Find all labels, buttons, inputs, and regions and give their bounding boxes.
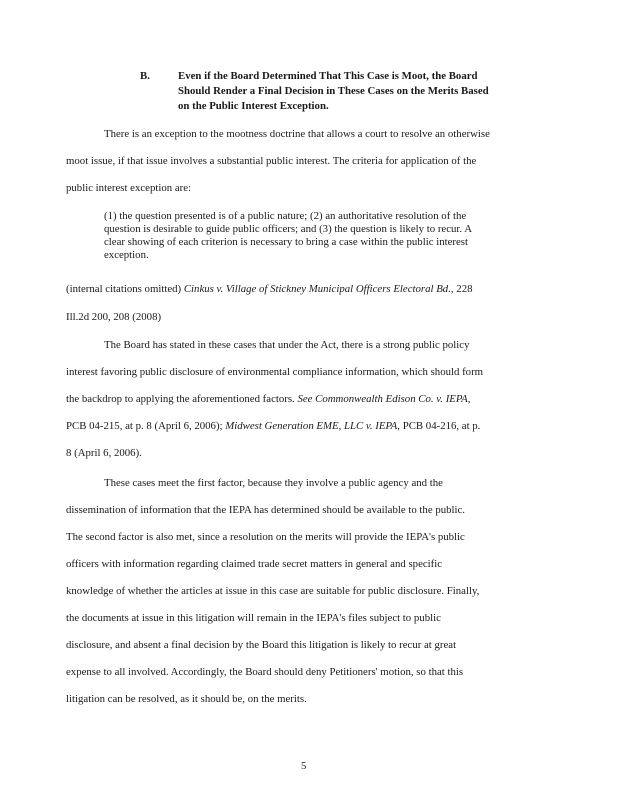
paragraph-line: public interest exception are: (66, 182, 192, 194)
section-title-line: Should Render a Final Decision in These Cases on the Merits Based (178, 85, 489, 97)
paragraph-line: The second factor is also met, since a resolution on the merits will provide the IEPA's public (66, 531, 465, 543)
paragraph-line: litigation can be resolved, as it should be, on the merits. (66, 693, 307, 705)
paragraph-line: moot issue, if that issue involves a substantial public interest. The criteria for application of the (66, 155, 477, 167)
quote-line: question is desirable to guide public officers; and (3) the question is likely to recur. A (104, 223, 473, 235)
paragraph-line: 8 (April 6, 2006). (66, 447, 142, 459)
paragraph-line: disclosure, and absent a final decision by the Board this litigation is likely to recur at great (66, 639, 457, 651)
case-name: See Commonwealth Edison Co. v. IEPA (297, 393, 468, 405)
block-quote (104, 210, 524, 262)
citation-line: (internal citations omitted) Cinkus v. Village of Stickney Municipal Officers Electoral Bd., 228 (66, 283, 473, 295)
section-number: B. (140, 70, 150, 82)
citation-line: Ill.2d 200, 208 (2008) (66, 311, 162, 323)
section-title (178, 69, 548, 114)
paragraph-line: These cases meet the first factor, because they involve a public agency and the (104, 477, 443, 489)
paragraph-line: the documents at issue in this litigation will remain in the IEPA's files subject to public (66, 612, 441, 624)
paragraph-line: officers with information regarding claimed trade secret matters in general and specific (66, 558, 443, 570)
case-name: Midwest Generation EME, LLC v. IEPA (225, 420, 398, 432)
paragraph-line: interest favoring public disclosure of environmental compliance information, which should form (66, 366, 484, 378)
paragraph-line: PCB 04-215, at p. 8 (April 6, 2006); Midwest Generation EME, LLC v. IEPA, PCB 04-216, at p. (66, 420, 481, 432)
paragraph-line: knowledge of whether the articles at issue in this case are suitable for public disclosure. Finally, (66, 585, 480, 597)
quote-line: exception. (104, 249, 149, 261)
page-number: 5 (301, 760, 307, 772)
paragraph-line: dissemination of information that the IEPA has determined should be available to the public. (66, 504, 466, 516)
paragraph-line: The Board has stated in these cases that under the Act, there is a strong public policy (104, 339, 470, 351)
paragraph-line: the backdrop to applying the aforementioned factors. See Commonwealth Edison Co. v. IEPA, (66, 393, 471, 405)
case-name: Cinkus v. Village of Stickney Municipal Officers Electoral Bd. (183, 283, 451, 295)
quote-line: (1) the question presented is of a public nature; (2) an authoritative resolution of the (104, 210, 467, 222)
paragraph-line: There is an exception to the mootness doctrine that allows a court to resolve an otherwise (104, 128, 490, 140)
section-title-line: Even if the Board Determined That This Case is Moot, the Board (178, 70, 478, 82)
quote-line: clear showing of each criterion is necessary to bring a case within the public interest (104, 236, 468, 248)
section-title-line: on the Public Interest Exception. (178, 100, 329, 112)
paragraph-line: expense to all involved. Accordingly, the Board should deny Petitioners' motion, so that this (66, 666, 464, 678)
